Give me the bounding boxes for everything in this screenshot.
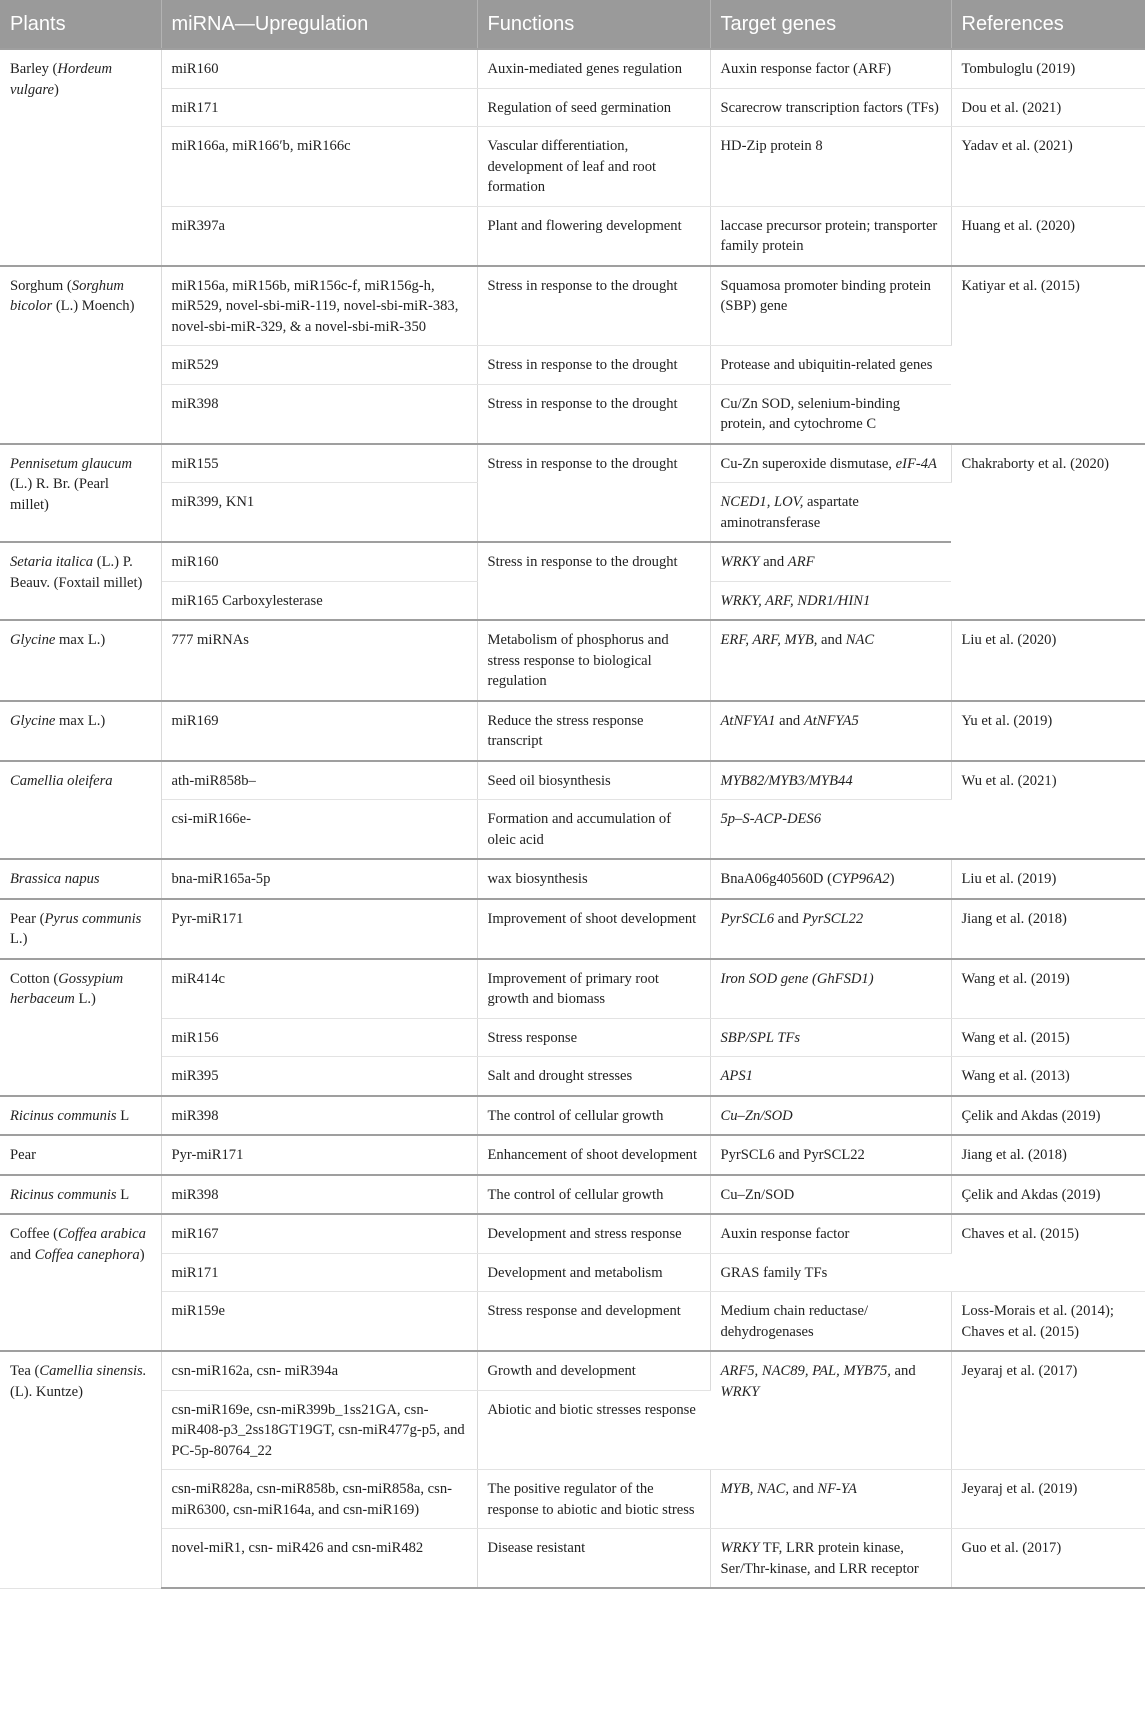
target-cell: Squamosa promoter binding protein (SBP) gene xyxy=(710,266,951,346)
function-cell: Salt and drought stresses xyxy=(477,1057,710,1096)
target-cell: Scarecrow transcription factors (TFs) xyxy=(710,88,951,127)
function-cell: Growth and development xyxy=(477,1351,710,1390)
table-row xyxy=(0,444,1145,483)
reference-cell: Çelik and Akdas (2019) xyxy=(951,1175,1145,1215)
target-cell: MYB82/MYB3/MYB44 xyxy=(710,761,951,800)
table-row xyxy=(0,701,1145,761)
plant-cell: Camellia oleifera xyxy=(0,761,161,860)
target-cell: PyrSCL6 and PyrSCL22 xyxy=(710,899,951,959)
mirna-cell: miR160 xyxy=(161,542,477,581)
reference-cell: Liu et al. (2020) xyxy=(951,620,1145,701)
mirna-cell: miR165 Carboxylesterase xyxy=(161,581,477,620)
table-row xyxy=(0,127,1145,207)
table-row xyxy=(0,620,1145,701)
function-cell: Disease resistant xyxy=(477,1529,710,1589)
mirna-cell: 777 miRNAs xyxy=(161,620,477,701)
function-cell: Development and metabolism xyxy=(477,1253,710,1292)
mirna-cell: miR397a xyxy=(161,206,477,266)
function-cell: The control of cellular growth xyxy=(477,1096,710,1136)
target-cell: MYB, NAC, and NF-YA xyxy=(710,1470,951,1529)
function-cell: Stress response and development xyxy=(477,1292,710,1352)
table-row xyxy=(0,1292,1145,1352)
target-cell: GRAS family TFs xyxy=(710,1253,951,1292)
target-cell: 5p–S-ACP-DES6 xyxy=(710,800,951,860)
target-cell: Auxin response factor xyxy=(710,1214,951,1253)
reference-cell: Huang et al. (2020) xyxy=(951,206,1145,266)
table-header xyxy=(0,0,1145,49)
function-cell: Auxin-mediated genes regulation xyxy=(477,49,710,88)
reference-cell: Liu et al. (2019) xyxy=(951,859,1145,899)
reference-cell: Yadav et al. (2021) xyxy=(951,127,1145,207)
mirna-cell: miR395 xyxy=(161,1057,477,1096)
plant-cell: Brassica napus xyxy=(0,859,161,899)
function-cell: The control of cellular growth xyxy=(477,1175,710,1215)
target-cell: Cu-Zn superoxide dismutase, eIF-4A xyxy=(710,444,951,483)
target-cell: AtNFYA1 and AtNFYA5 xyxy=(710,701,951,761)
target-cell: laccase precursor protein; transporter family protein xyxy=(710,206,951,266)
mirna-cell: csn-miR828a, csn-miR858b, csn-miR858a, csn-miR6300, csn-miR164a, and csn-miR169) xyxy=(161,1470,477,1529)
plant-cell: Pennisetum glaucum (L.) R. Br. (Pearl millet) xyxy=(0,444,161,543)
table-row xyxy=(0,859,1145,899)
table-row xyxy=(0,1470,1145,1529)
header-plants: Plants xyxy=(0,0,161,49)
reference-cell: Tombuloglu (2019) xyxy=(951,49,1145,88)
plant-cell: Glycine max L.) xyxy=(0,620,161,701)
mirna-cell: miR398 xyxy=(161,1175,477,1215)
function-cell: Regulation of seed germination xyxy=(477,88,710,127)
mirna-cell: miR398 xyxy=(161,384,477,444)
reference-cell: Jeyaraj et al. (2017) xyxy=(951,1351,1145,1470)
table-row xyxy=(0,88,1145,127)
table-row xyxy=(0,1351,1145,1390)
function-cell: Stress in response to the drought xyxy=(477,542,710,620)
mirna-cell: miR399, KN1 xyxy=(161,483,477,543)
target-cell: NCED1, LOV, aspartate aminotransferase xyxy=(710,483,951,543)
target-cell: HD-Zip protein 8 xyxy=(710,127,951,207)
function-cell: Enhancement of shoot development xyxy=(477,1135,710,1175)
reference-cell: Guo et al. (2017) xyxy=(951,1529,1145,1589)
header-functions: Functions xyxy=(477,0,710,49)
target-cell: BnaA06g40560D (CYP96A2) xyxy=(710,859,951,899)
reference-cell: Jiang et al. (2018) xyxy=(951,1135,1145,1175)
reference-cell: Wu et al. (2021) xyxy=(951,761,1145,860)
mirna-cell: miR171 xyxy=(161,88,477,127)
reference-cell: Jiang et al. (2018) xyxy=(951,899,1145,959)
mirna-cell: ath-miR858b– xyxy=(161,761,477,800)
function-cell: Stress in response to the drought xyxy=(477,346,710,385)
mirna-cell: miR155 xyxy=(161,444,477,483)
mirna-cell: csn-miR162a, csn- miR394a xyxy=(161,1351,477,1390)
function-cell: Improvement of primary root growth and biomass xyxy=(477,959,710,1019)
target-cell: ERF, ARF, MYB, and NAC xyxy=(710,620,951,701)
function-cell: Seed oil biosynthesis xyxy=(477,761,710,800)
table-row xyxy=(0,959,1145,1019)
reference-cell: Yu et al. (2019) xyxy=(951,701,1145,761)
function-cell: Stress in response to the drought xyxy=(477,384,710,444)
mirna-cell: miR169 xyxy=(161,701,477,761)
target-cell: APS1 xyxy=(710,1057,951,1096)
header-references: References xyxy=(951,0,1145,49)
function-cell: Reduce the stress response transcript xyxy=(477,701,710,761)
reference-cell: Loss-Morais et al. (2014); Chaves et al. (2015) xyxy=(951,1292,1145,1352)
mirna-cell: miR167 xyxy=(161,1214,477,1253)
mirna-cell: csn-miR169e, csn-miR399b_1ss21GA, csn-miR408-p3_2ss18GT19GT, csn-miR477g-p5, and PC-5p-80764_22 xyxy=(161,1390,477,1470)
reference-cell: Wang et al. (2019) xyxy=(951,959,1145,1019)
plant-cell: Cotton (Gossypium herbaceum L.) xyxy=(0,959,161,1096)
table-row xyxy=(0,761,1145,800)
target-cell: WRKY and ARF xyxy=(710,542,951,581)
header-mirna: miRNA—Upregulation xyxy=(161,0,477,49)
table-row xyxy=(0,266,1145,346)
plant-cell: Glycine max L.) xyxy=(0,701,161,761)
mirna-cell: miR414c xyxy=(161,959,477,1019)
table-row xyxy=(0,1057,1145,1096)
table-row xyxy=(0,1529,1145,1589)
mirna-cell: miR171 xyxy=(161,1253,477,1292)
table-row xyxy=(0,1096,1145,1136)
target-cell: Auxin response factor (ARF) xyxy=(710,49,951,88)
function-cell: The positive regulator of the response to abiotic and biotic stress xyxy=(477,1470,710,1529)
function-cell: Stress in response to the drought xyxy=(477,444,710,543)
plant-cell: Pear (Pyrus communis L.) xyxy=(0,899,161,959)
target-cell: WRKY TF, LRR protein kinase, Ser/Thr-kinase, and LRR receptor xyxy=(710,1529,951,1589)
function-cell: Plant and flowering development xyxy=(477,206,710,266)
reference-cell: Dou et al. (2021) xyxy=(951,88,1145,127)
table-row xyxy=(0,206,1145,266)
table-row xyxy=(0,1018,1145,1057)
reference-cell: Jeyaraj et al. (2019) xyxy=(951,1470,1145,1529)
mirna-cell: Pyr-miR171 xyxy=(161,899,477,959)
plant-cell: Tea (Camellia sinensis. (L). Kuntze) xyxy=(0,1351,161,1588)
header-target-genes: Target genes xyxy=(710,0,951,49)
mirna-cell: miR160 xyxy=(161,49,477,88)
reference-cell: Wang et al. (2015) xyxy=(951,1018,1145,1057)
mirna-cell: miR166a, miR166′b, miR166c xyxy=(161,127,477,207)
function-cell: Vascular differentiation, development of leaf and root formation xyxy=(477,127,710,207)
plant-cell: Pear xyxy=(0,1135,161,1175)
header-row xyxy=(0,0,1145,49)
table-body xyxy=(0,49,1145,1588)
mirna-cell: csi-miR166e- xyxy=(161,800,477,860)
plant-cell: Sorghum (Sorghum bicolor (L.) Moench) xyxy=(0,266,161,444)
plant-cell: Coffee (Coffea arabica and Coffea canephora) xyxy=(0,1214,161,1351)
target-cell: PyrSCL6 and PyrSCL22 xyxy=(710,1135,951,1175)
mirna-cell: miR156 xyxy=(161,1018,477,1057)
mirna-cell: Pyr-miR171 xyxy=(161,1135,477,1175)
function-cell: Improvement of shoot development xyxy=(477,899,710,959)
target-cell: Iron SOD gene (GhFSD1) xyxy=(710,959,951,1019)
function-cell: wax biosynthesis xyxy=(477,859,710,899)
target-cell: WRKY, ARF, NDR1/HIN1 xyxy=(710,581,951,620)
function-cell: Stress response xyxy=(477,1018,710,1057)
table-row xyxy=(0,1214,1145,1253)
function-cell: Stress in response to the drought xyxy=(477,266,710,346)
plant-cell: Ricinus communis L xyxy=(0,1096,161,1136)
function-cell: Metabolism of phosphorus and stress response to biological regulation xyxy=(477,620,710,701)
table-row xyxy=(0,49,1145,88)
table-row xyxy=(0,1175,1145,1215)
function-cell: Abiotic and biotic stresses response xyxy=(477,1390,710,1470)
target-cell: SBP/SPL TFs xyxy=(710,1018,951,1057)
mirna-cell: miR156a, miR156b, miR156c-f, miR156g-h, miR529, novel-sbi-miR-119, novel-sbi-miR-383, novel-sbi-miR-329, & a novel-sbi-miR-350 xyxy=(161,266,477,346)
mirna-cell: miR398 xyxy=(161,1096,477,1136)
reference-cell: Chaves et al. (2015) xyxy=(951,1214,1145,1292)
mirna-cell: bna-miR165a-5p xyxy=(161,859,477,899)
mirna-cell: novel-miR1, csn- miR426 and csn-miR482 xyxy=(161,1529,477,1589)
target-cell: Medium chain reductase/ dehydrogenases xyxy=(710,1292,951,1352)
target-cell: ARF5, NAC89, PAL, MYB75, and WRKY xyxy=(710,1351,951,1470)
target-cell: Cu–Zn/SOD xyxy=(710,1175,951,1215)
table-row xyxy=(0,1135,1145,1175)
target-cell: Cu–Zn/SOD xyxy=(710,1096,951,1136)
reference-cell: Wang et al. (2013) xyxy=(951,1057,1145,1096)
mirna-cell: miR159e xyxy=(161,1292,477,1352)
function-cell: Development and stress response xyxy=(477,1214,710,1253)
mirna-cell: miR529 xyxy=(161,346,477,385)
plant-cell: Ricinus communis L xyxy=(0,1175,161,1215)
function-cell: Formation and accumulation of oleic acid xyxy=(477,800,710,860)
plant-cell: Setaria italica (L.) P. Beauv. (Foxtail millet) xyxy=(0,542,161,620)
target-cell: Protease and ubiquitin-related genes xyxy=(710,346,951,385)
reference-cell: Chakraborty et al. (2020) xyxy=(951,444,1145,621)
reference-cell: Katiyar et al. (2015) xyxy=(951,266,1145,444)
target-cell: Cu/Zn SOD, selenium-binding protein, and cytochrome C xyxy=(710,384,951,444)
reference-cell: Çelik and Akdas (2019) xyxy=(951,1096,1145,1136)
table-row xyxy=(0,899,1145,959)
plant-cell: Barley (Hordeum vulgare) xyxy=(0,49,161,266)
